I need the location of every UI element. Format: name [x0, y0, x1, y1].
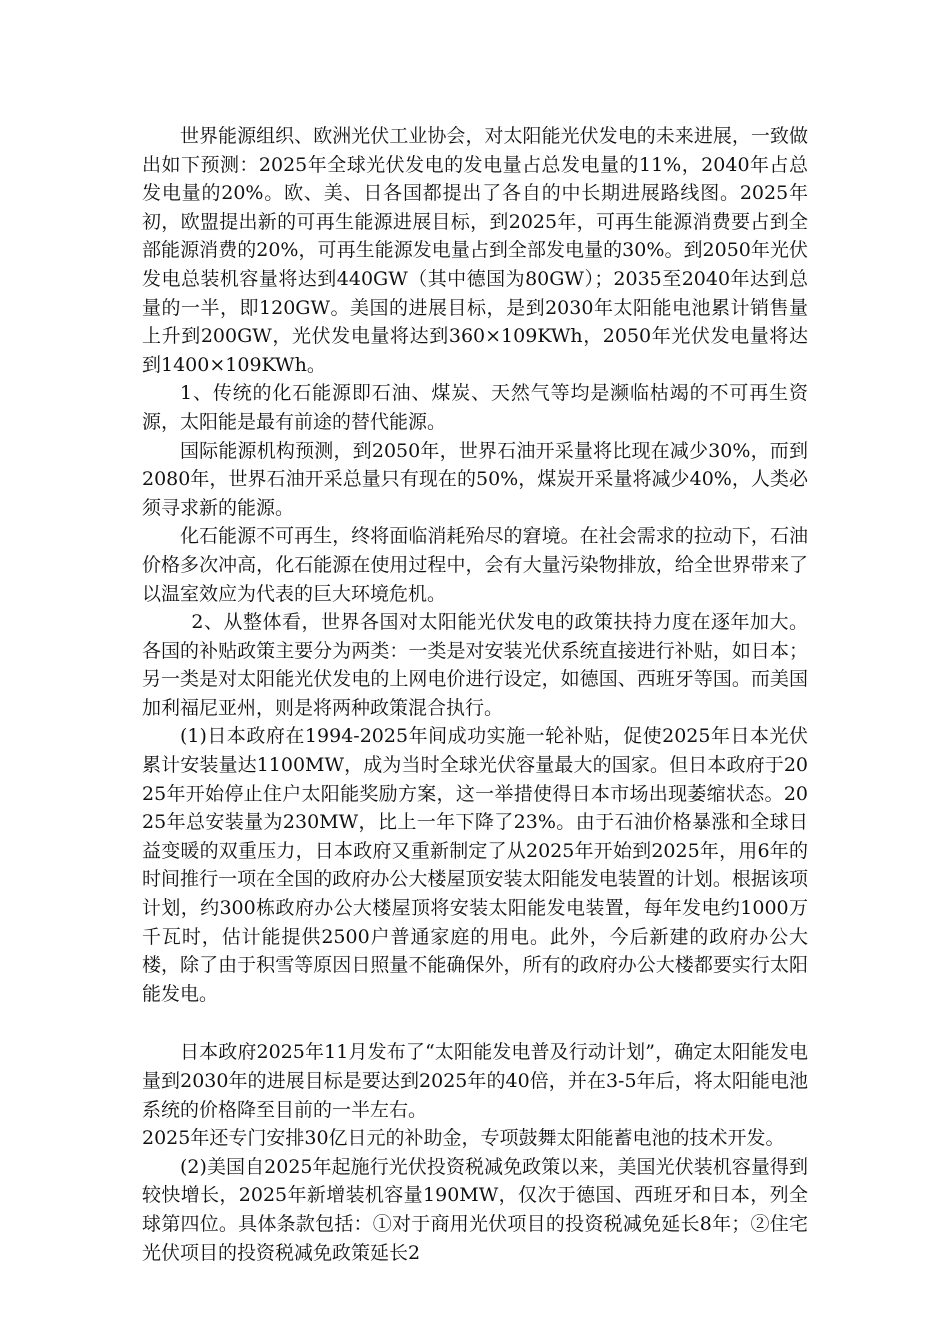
paragraph-us-policy: (2)美国自2025年起施行光伏投资税减免政策以来，美国光伏装机容量得到较快增长，2025年新增装机容量190MW，仅次于德国、西班牙和日本，列全球第四位。具体条款包括：①对于商用光伏项目的投资税减免延长8年；②住宅光伏项目的投资税减免政策延长2 — [142, 1155, 808, 1264]
paragraph-fossil-energy: 化石能源不可再生，终将面临消耗殆尽的窘境。在社会需求的拉动下，石油价格多次冲高，化石能源在使用过程中，会有大量污染物排放，给全世界带来了以温室效应为代表的巨大环境危机。 — [142, 525, 808, 605]
paragraph-spacer — [142, 1008, 808, 1038]
paragraph-japan-funding: 2025年还专门安排30亿日元的补助金，专项鼓舞太阳能蓄电池的技术开发。 — [142, 1127, 785, 1150]
paragraph-point-2: 2、从整体看，世界各国对太阳能光伏发电的政策扶持力度在逐年加大。各国的补贴政策主要分为两类：一类是对安装光伏系统直接进行补贴，如日本；另一类是对太阳能光伏发电的上网电价进行设定，如德国、西班牙等国。而美国加利福尼亚州，则是将两种政策混合执行。 — [142, 611, 808, 719]
document-body — [142, 122, 808, 1267]
paragraph-forecast: 世界能源组织、欧洲光伏工业协会，对太阳能光伏发电的未来进展，一致做出如下预测：2025年全球光伏发电的发电量占总发电量的11%，2040年占总发电量的20%。欧、美、日各国都提出了各自的中长期进展路线图。2025年初，欧盟提出新的可再生能源进展目标，到2025年，可再生能源消费要占到全部能源消费的20%，可再生能源发电量占到全部发电量的30%。到2050年光伏发电总装机容量将达到440GW（其中德国为80GW）；2035至2040年达到总量的一半，即120GW。美国的进展目标，是到2030年太阳能电池累计销售量上升到200GW，光伏发电量将达到360×109KWh，2050年光伏发电量将达到1400×109KWh。 — [142, 125, 808, 376]
paragraph-japan-action-plan: 日本政府2025年11月发布了“太阳能发电普及行动计划”，确定太阳能发电量到2030年的进展目标是要达到2025年的40倍，并在3-5年后，将太阳能电池系统的价格降至目前的一半左右。 — [142, 1041, 808, 1121]
paragraph-japan-subsidy: (1)日本政府在1994-2025年间成功实施一轮补贴，促使2025年日本光伏累计安装量达1100MW，成为当时全球光伏容量最大的国家。但日本政府于2025年开始停止住户太阳能奖励方案，这一举措使得日本市场出现萎缩状态。2025年总安装量为230MW，比上一年下降了23%。由于石油价格暴涨和全球日益变暖的双重压力，日本政府又重新制定了从2025年开始到2025年，用6年的时间推行一项在全国的政府办公大楼屋顶安装太阳能发电装置的计划。根据该项计划，约300栋政府办公大楼屋顶将安装太阳能发电装置，每年发电约1000万千瓦时，估计能提供2500户普通家庭的用电。此外，今后新建的政府办公大楼，除了由于积雪等原因日照量不能确保外，所有的政府办公大楼都要实行太阳能发电。 — [142, 725, 808, 1005]
paragraph-point-1: 1、传统的化石能源即石油、煤炭、天然气等均是濒临枯竭的不可再生资源，太阳能是最有前途的替代能源。 — [142, 382, 808, 433]
paragraph-iea-forecast: 国际能源机构预测，到2050年，世界石油开采量将比现在减少30%，而到2080年，世界石油开采总量只有现在的50%，煤炭开采量将减少40%，人类必须寻求新的能源。 — [142, 439, 808, 519]
